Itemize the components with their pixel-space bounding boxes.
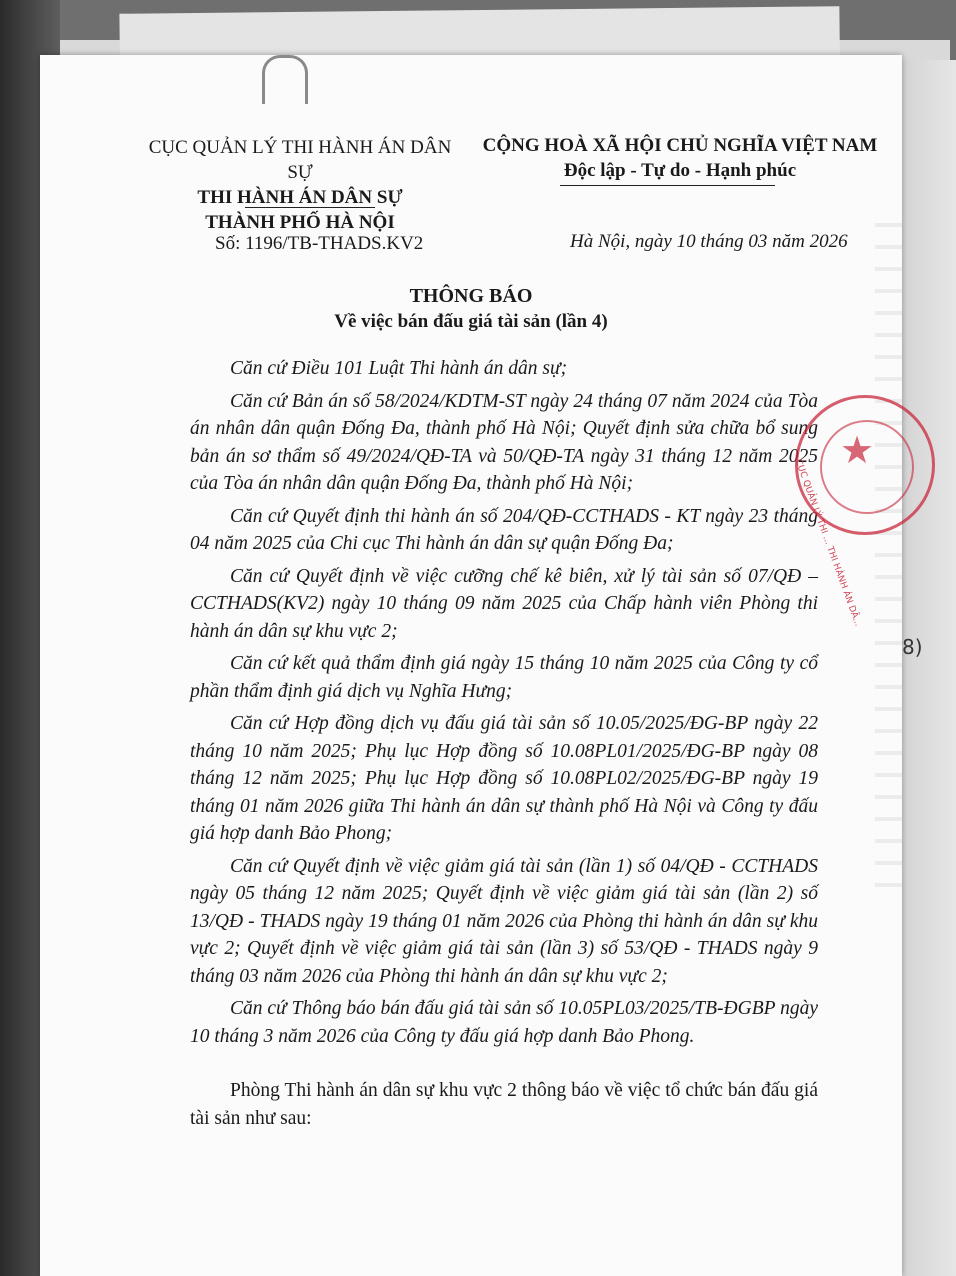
- handwritten-margin-mark: 8): [902, 635, 923, 659]
- basis-paragraph: Căn cứ Bản án số 58/2024/KDTM-ST ngày 24 tháng 07 năm 2024 của Tòa án nhân dân quận Đống Đa, thành phố Hà Nội; Quyết định sửa chữa bổ sung bản án sơ thẩm số 49/2024/QĐ-TA và 50/QĐ-TA ngày 31 tháng 12 năm 2025 của Tòa án nhân dân quận Đống Đa, thành phố Hà Nội;: [190, 390, 818, 494]
- seal-star-icon: ★: [840, 428, 875, 472]
- issuer-underline: [245, 207, 375, 208]
- document-page: [40, 55, 923, 1276]
- issuer-agency: CỤC QUẢN LÝ THI HÀNH ÁN DÂN SỰ: [148, 137, 452, 183]
- seal-text: CỤC QUẢN LÝ THI ... THI HÀNH ÁN DÂ...: [792, 458, 863, 628]
- issuer-office: THI HÀNH ÁN DÂN SỰ: [197, 187, 403, 208]
- closing-paragraph: Phòng Thi hành án dân sự khu vực 2 thông báo về việc tổ chức bán đấu giá tài sản như sau:: [190, 1080, 818, 1129]
- basis-paragraph: Căn cứ Hợp đồng dịch vụ đấu giá tài sản số 10.05/2025/ĐG-BP ngày 22 tháng 10 năm 2025; Phụ lục Hợp đồng số 10.08PL01/2025/ĐG-BP ngày 08 tháng 12 năm 2025; Phụ lục Hợp đồng số 10.08PL02/2025/ĐG-BP ngày 19 tháng 01 năm 2026 giữa Thi hành án dân sự thành phố Hà Nội và Công ty đấu giá hợp danh Bảo Phong;: [190, 713, 818, 844]
- basis-paragraph: Căn cứ Điều 101 Luật Thi hành án dân sự;: [230, 358, 568, 379]
- document-subtitle: Về việc bán đấu giá tài sản (lần 4): [334, 311, 608, 332]
- paper-clip-icon: [262, 55, 308, 104]
- document-number: Số: 1196/TB-THADS.KV2: [215, 233, 424, 254]
- motto-underline: [560, 185, 775, 186]
- national-header: [470, 133, 890, 183]
- closing-statement: [190, 1077, 818, 1133]
- bleed-through-lines: [875, 205, 902, 905]
- legal-basis: [190, 355, 818, 1055]
- national-motto: Độc lập - Tự do - Hạnh phúc: [563, 160, 797, 181]
- document-date: Hà Nội, ngày 10 tháng 03 năm 2026: [570, 231, 848, 252]
- issuer-city: THÀNH PHỐ HÀ NỘI: [205, 212, 395, 233]
- basis-paragraph: Căn cứ kết quả thẩm định giá ngày 15 tháng 10 năm 2025 của Công ty cổ phần thẩm định giá dịch vụ Nghĩa Hưng;: [190, 653, 818, 702]
- basis-paragraph: Căn cứ Quyết định về việc giảm giá tài sản (lần 1) số 04/QĐ - CCTHADS ngày 05 tháng 12 năm 2025; Quyết định về việc giảm giá tài sản (lần 2) số 13/QĐ - THADS ngày 19 tháng 01 năm 2026 của Phòng thi hành án dân sự khu vực 2; Quyết định về việc giảm giá tài sản (lần 3) số 53/QĐ - THADS ngày 9 tháng 03 năm 2026 của Phòng thi hành án dân sự khu vực 2;: [190, 855, 818, 987]
- national-title: CỘNG HOÀ XÃ HỘI CHỦ NGHĨA VIỆT NAM: [482, 135, 878, 156]
- basis-paragraph: Căn cứ Quyết định thi hành án số 204/QĐ-CCTHADS - KT ngày 23 tháng 04 năm 2025 của Chi cục Thi hành án dân sự quận Đống Đa;: [190, 505, 818, 554]
- issuer-header: [135, 135, 465, 235]
- document-title: THÔNG BÁO: [409, 285, 533, 307]
- official-seal: [792, 395, 935, 628]
- basis-paragraph: Căn cứ Quyết định về việc cưỡng chế kê biên, xử lý tài sản số 07/QĐ – CCTHADS(KV2) ngày 10 tháng 09 năm 2025 của Chấp hành viên Phòng thi hành án dân sự khu vực 2;: [190, 565, 818, 642]
- basis-paragraph: Căn cứ Thông báo bán đấu giá tài sản số 10.05PL03/2025/TB-ĐGBP ngày 10 tháng 3 năm 2026 của Công ty đấu giá hợp danh Bảo Phong.: [190, 998, 818, 1047]
